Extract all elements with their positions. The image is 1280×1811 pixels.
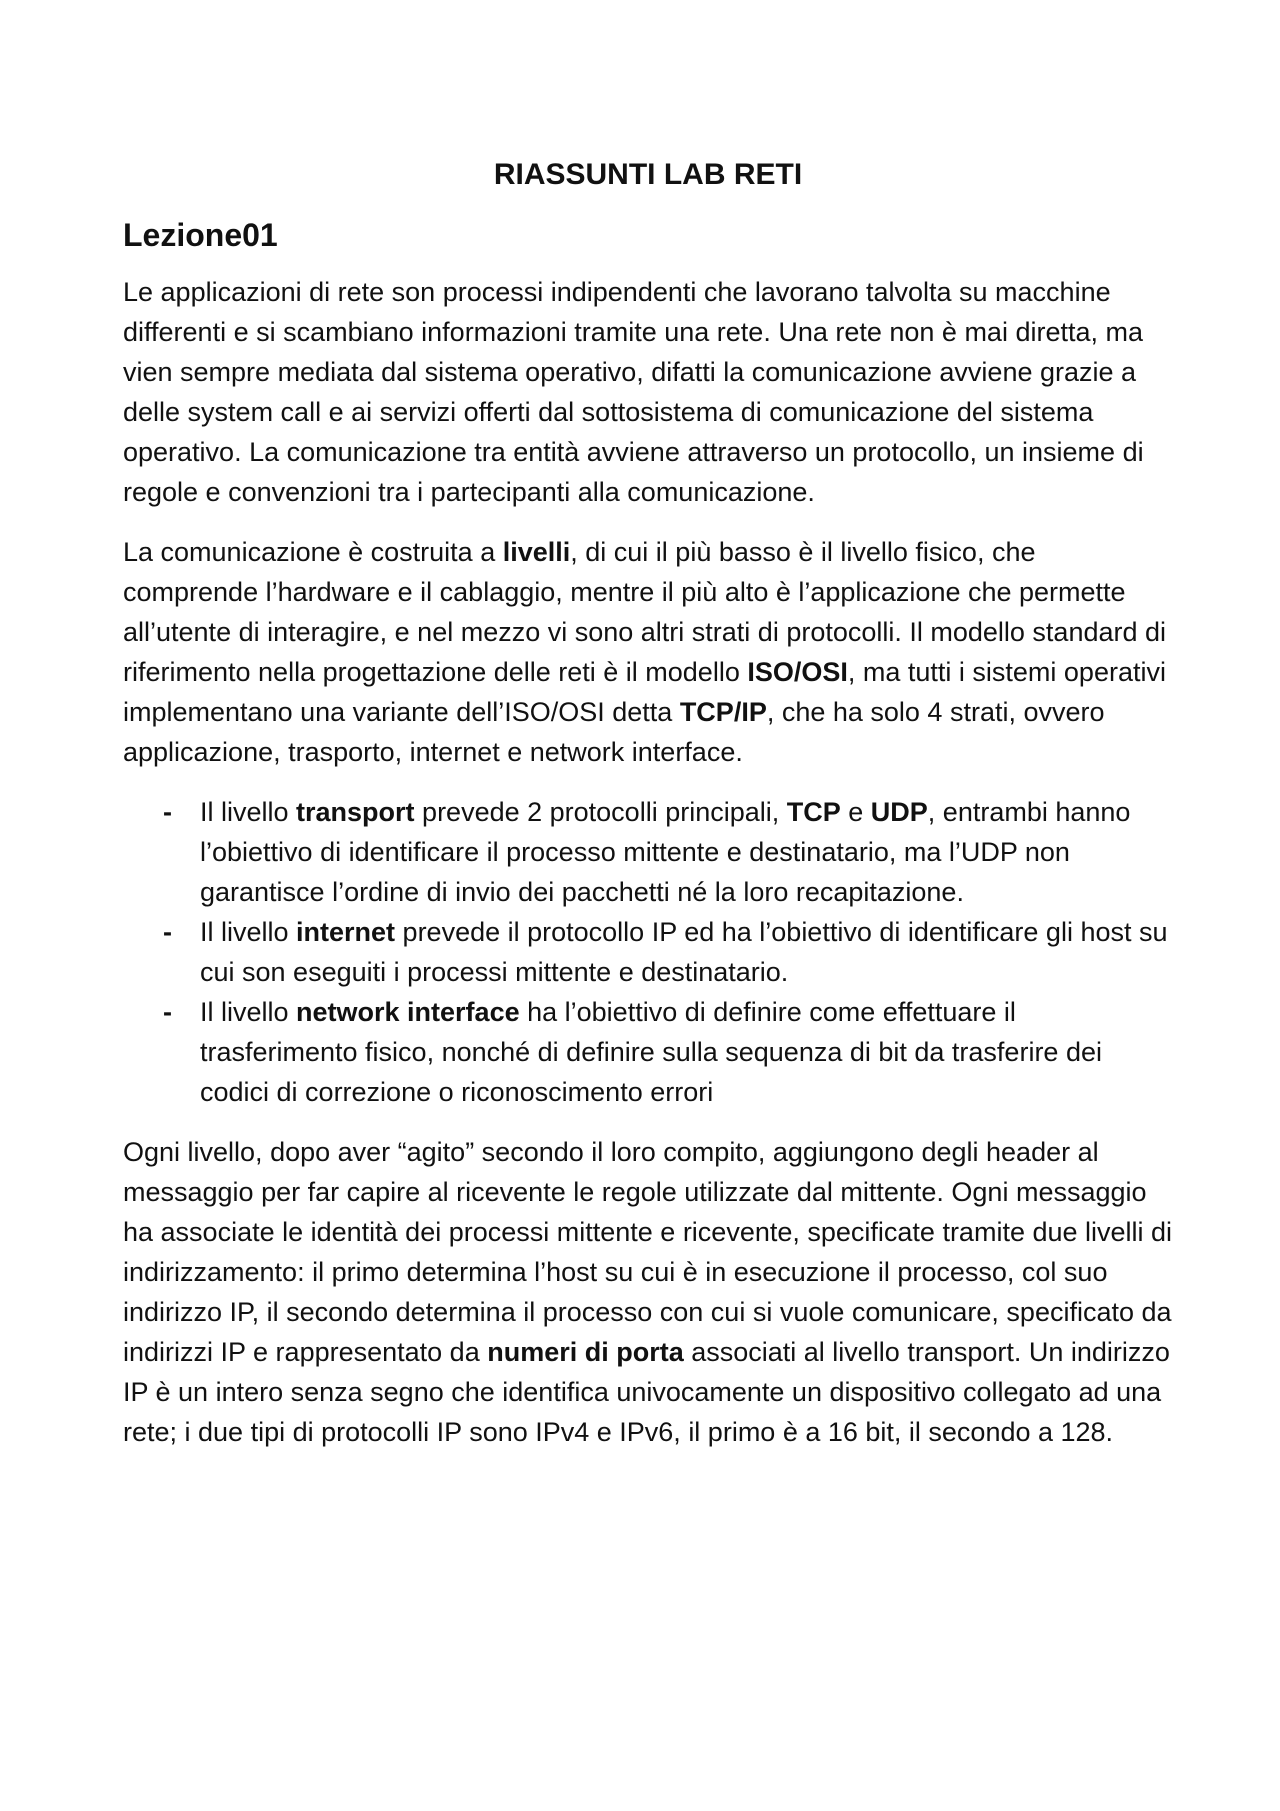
bold-term-network-interface: network interface	[296, 997, 520, 1027]
paragraph-text: La comunicazione è costruita a	[123, 537, 503, 567]
layer-bullet-list	[123, 792, 1173, 1112]
paragraph-livelli	[123, 532, 1173, 772]
bold-term-numeri-di-porta: numeri di porta	[487, 1337, 684, 1367]
bullet-dash: -	[163, 997, 172, 1027]
bold-term-livelli: livelli	[502, 537, 571, 567]
bullet-item-transport	[123, 792, 1173, 912]
paragraph-text: , ma tutti i sistemi operativi implementano una variante dell’ISO/OSI detta	[123, 657, 1166, 727]
paragraph-text: , di cui il più basso è il livello fisico, che comprende l’hardware e il cablaggio, mentre il più alto è l’applicazione che permette all’utente di interagire, e nel mezzo vi sono altri strati di protocolli. Il modello standard di riferimento nella progettazione delle reti è il modello	[123, 537, 1167, 687]
bullet-dash: -	[163, 797, 172, 827]
bullet-text: Il livello	[200, 917, 297, 947]
bullet-text: e	[840, 797, 871, 827]
section-heading-lezione01: Lezione01	[123, 217, 278, 253]
bold-term-transport: transport	[296, 797, 415, 827]
bullet-text: , entrambi hanno l’obiettivo di identificare il processo mittente e destinatario, ma l’UDP non garantisce l’ordine di invio dei pacchetti né la loro recapitazione.	[200, 797, 1131, 907]
bold-term-tcp: TCP	[786, 797, 841, 827]
paragraph-text: , che ha solo 4 strati, ovvero applicazione, trasporto, internet e network interface.	[123, 697, 1105, 767]
paragraph-text: Ogni livello, dopo aver “agito” secondo il loro compito, aggiungono degli header al messaggio per far capire al ricevente le regole utilizzate dal mittente. Ogni messaggio ha associate le identità dei processi mittente e ricevente, specificate tramite due livelli di indirizzamento: il primo determina l’host su cui è in esecuzione il processo, col suo indirizzo IP, il secondo determina il processo con cui si vuole comunicare, specificato da indirizzi IP e rappresentato da	[123, 1137, 1173, 1367]
document-title: RIASSUNTI LAB RETI	[493, 158, 803, 191]
paragraph-header-indirizzamento	[123, 1132, 1173, 1452]
bold-term-internet: internet	[296, 917, 396, 947]
paragraph-text: associati al livello transport. Un indirizzo IP è un intero senza segno che identifica univocamente un dispositivo collegato ad una rete; i due tipi di protocolli IP sono IPv4 e IPv6, il primo è a 16 bit, il secondo a 128.	[123, 1337, 1170, 1447]
bullet-text: Il livello	[200, 797, 297, 827]
document-content	[123, 150, 1173, 1472]
bold-term-iso-osi: ISO/OSI	[747, 657, 848, 687]
bullet-text: Il livello	[200, 997, 297, 1027]
bold-term-tcp-ip: TCP/IP	[679, 697, 767, 727]
bullet-text: ha l’obiettivo di definire come effettuare il trasferimento fisico, nonché di definire sulla sequenza di bit da trasferire dei codici di correzione o riconoscimento errori	[200, 997, 1102, 1107]
bullet-item-network-interface	[123, 992, 1173, 1112]
bold-term-udp: UDP	[870, 797, 928, 827]
bullet-text: prevede il protocollo IP ed ha l’obiettivo di identificare gli host su cui son eseguiti i processi mittente e destinatario.	[200, 917, 1168, 987]
bullet-dash: -	[163, 917, 172, 947]
paragraph-applicazioni-di-rete: Le applicazioni di rete son processi indipendenti che lavorano talvolta su macchine differenti e si scambiano informazioni tramite una rete. Una rete non è mai diretta, ma vien sempre mediata dal sistema operativo, difatti la comunicazione avviene grazie a delle system call e ai servizi offerti dal sottosistema di comunicazione del sistema operativo. La comunicazione tra entità avviene attraverso un protocollo, un insieme di regole e convenzioni tra i partecipanti alla comunicazione.	[123, 277, 1144, 507]
bullet-item-internet	[123, 912, 1173, 992]
bullet-text: prevede 2 protocolli principali,	[414, 797, 787, 827]
